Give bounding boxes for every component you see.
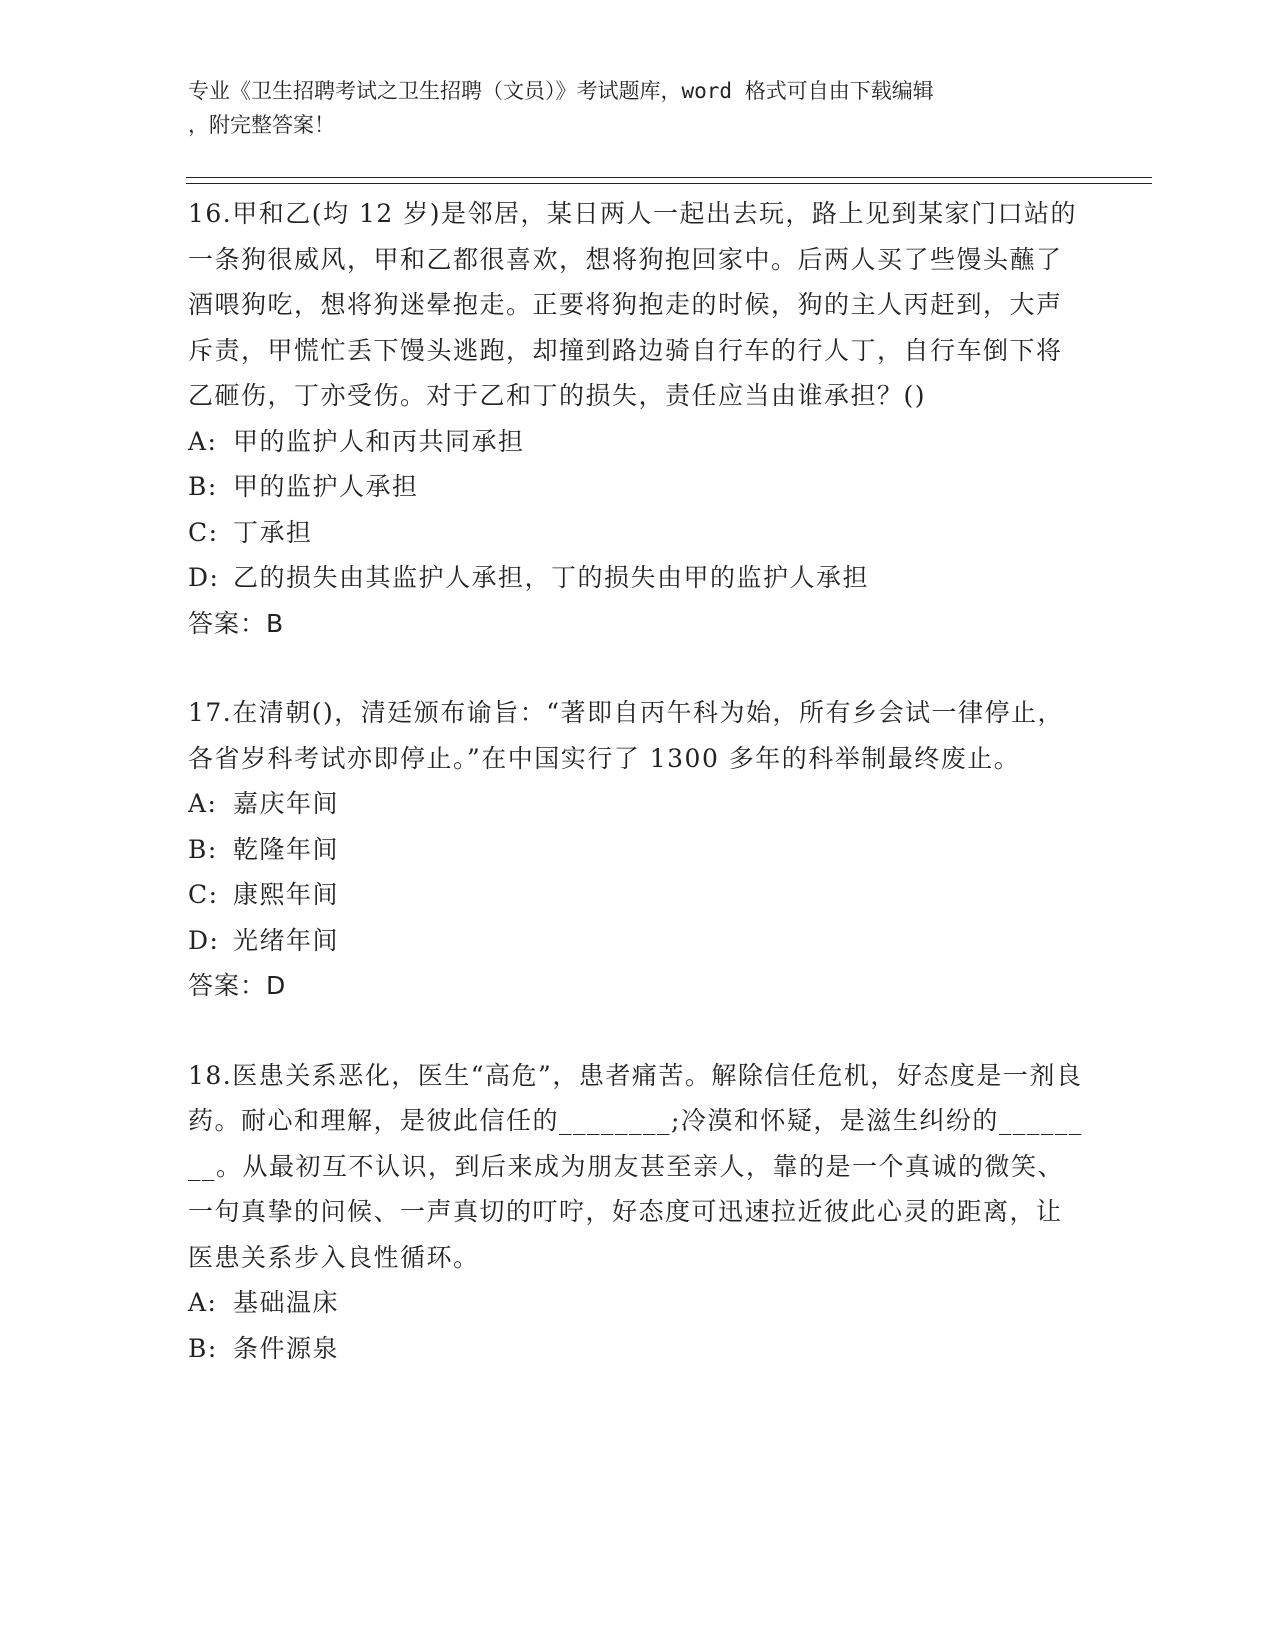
answer-label: 答案：D	[188, 971, 287, 1000]
header-divider-top	[186, 177, 1152, 178]
option-d	[188, 555, 1088, 601]
option-c	[188, 510, 1088, 556]
option-text: 甲的监护人和丙共同承担	[233, 426, 525, 456]
question-stem: 17.在清朝()，清廷颁布谕旨：“著即自丙午科为始，所有乡会试一律停止，各省岁科考试亦即停止。”在中国实行了 1300 多年的科举制最终废止。	[188, 698, 1065, 773]
option-a	[188, 1280, 1088, 1326]
answer-label: 答案：B	[188, 608, 285, 638]
option-text: 乾隆年间	[233, 834, 340, 864]
option-letter: D:	[188, 925, 220, 955]
question-stem: 18.医患关系恶化，医生“高危”，患者痛苦。解除信任危机，好态度是一剂良药。耐心和理解，是彼此信任的________;冷漠和怀疑，是滋生纠纷的________。从最初互不认识，到后来成为朋友甚至亲人，靠的是一个真诚的微笑、一句真挚的问候、一声真切的叮咛，好态度可迅速拉近彼此心灵的距离，让医患关系步入良性循环。	[188, 1060, 1083, 1272]
option-text: 甲的监护人承担	[233, 472, 419, 501]
option-letter: B:	[188, 472, 218, 501]
option-letter: B:	[188, 834, 218, 864]
option-letter: B:	[188, 1333, 218, 1363]
option-letter: A:	[188, 426, 218, 456]
option-text: 条件源泉	[233, 1333, 340, 1363]
header-line-1: 专业《卫生招聘考试之卫生招聘（文员）》考试题库，word 格式可自由下载编辑	[188, 79, 934, 103]
question-16	[188, 191, 1088, 646]
option-b	[188, 1326, 1088, 1372]
document-header	[188, 74, 1068, 142]
header-divider-bottom	[186, 183, 1152, 184]
option-d	[188, 918, 1088, 964]
option-letter: A:	[188, 789, 218, 818]
option-text: 嘉庆年间	[233, 789, 340, 818]
option-b	[188, 827, 1088, 873]
option-a	[188, 419, 1088, 465]
option-text: 基础温床	[233, 1288, 340, 1317]
option-a	[188, 781, 1088, 827]
question-list	[188, 191, 1088, 1415]
option-text: 丁承担	[233, 517, 313, 547]
option-letter: C:	[188, 880, 219, 909]
header-line-2: ，附完整答案！	[188, 113, 335, 137]
question-stem: 16.甲和乙(均 12 岁)是邻居，某日两人一起出去玩，路上见到某家门口站的一条狗很威风，甲和乙都很喜欢，想将狗抱回家中。后两人买了些馒头蘸了酒喂狗吃，想将狗迷晕抱走。正要将狗抱走的时候，狗的主人丙赶到，大声斥责，甲慌忙丢下馒头逃跑，却撞到路边骑自行车的行人丁，自行车倒下将乙砸伤，丁亦受伤。对于乙和丁的损失，责任应当由谁承担？()	[188, 199, 1077, 410]
option-letter: A:	[188, 1288, 218, 1317]
option-c	[188, 872, 1088, 918]
option-text: 光绪年间	[233, 925, 340, 955]
question-17	[188, 690, 1088, 1009]
option-letter: D:	[188, 563, 220, 592]
option-text: 康熙年间	[233, 880, 340, 909]
question-18	[188, 1053, 1088, 1372]
option-b	[188, 464, 1088, 510]
option-text: 乙的损失由其监护人承担，丁的损失由甲的监护人承担	[233, 563, 870, 592]
option-letter: C:	[188, 517, 219, 547]
